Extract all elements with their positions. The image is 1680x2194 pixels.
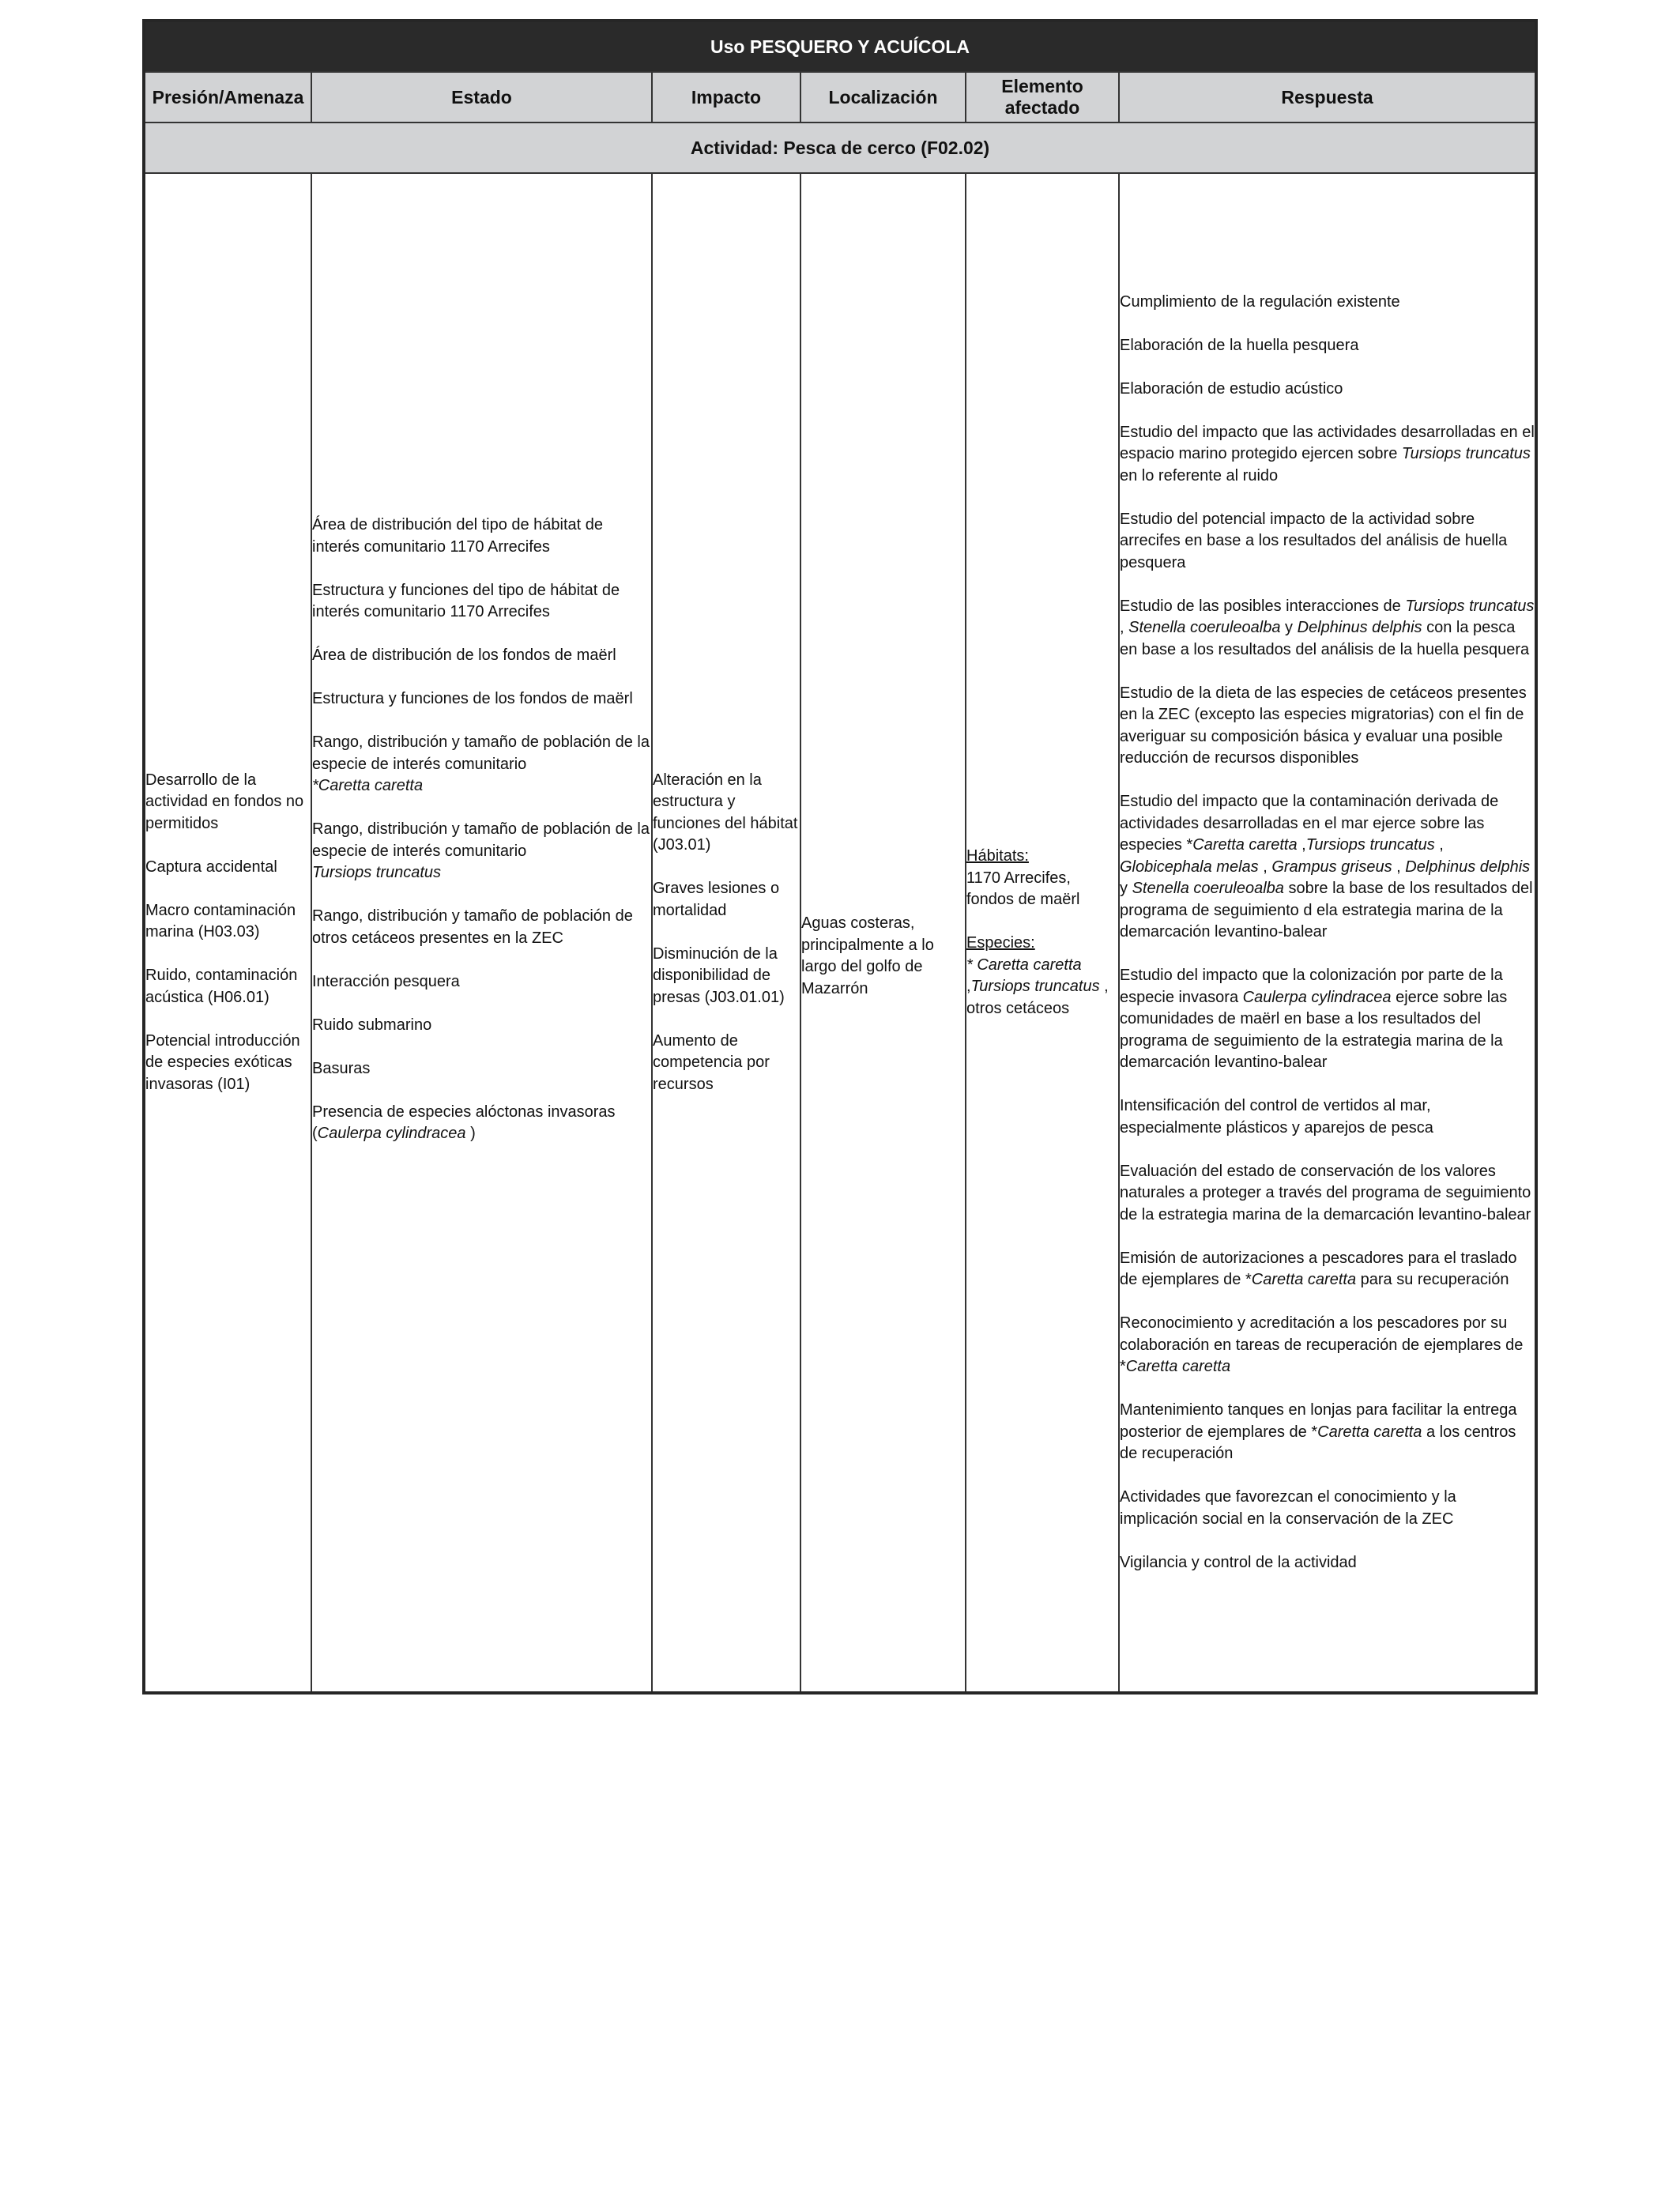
- presion-item: Ruido, contaminación acústica (H06.01): [145, 967, 298, 1006]
- table-title: Uso PESQUERO Y ACUÍCOLA: [144, 21, 1536, 72]
- species-name: Stenella coeruleoalba: [1132, 880, 1284, 898]
- estado-text: ): [465, 1125, 476, 1143]
- species-name: Tursiops truncatus: [1401, 445, 1531, 463]
- respuesta-text: Estudio del impacto que las actividades desarrolladas en el espacio marino protegido ejercen sobre: [1120, 423, 1535, 463]
- respuesta-item: Elaboración de estudio acústico: [1120, 379, 1343, 398]
- respuesta-text: en lo referente al ruido: [1120, 466, 1279, 484]
- estado-item: [312, 732, 651, 797]
- species-name: Tursiops truncatus: [312, 864, 442, 882]
- respuesta-text: y: [1120, 880, 1132, 898]
- activity-title: Actividad: Pesca de cerco (F02.02): [144, 123, 1536, 173]
- respuesta-item: [1120, 1313, 1535, 1378]
- respuesta-text: ,: [1120, 619, 1129, 637]
- species-name: Grampus griseus: [1271, 858, 1392, 876]
- estado-item: [312, 819, 651, 884]
- species-name: Delphinus delphis: [1297, 619, 1422, 637]
- species-name: Caretta caretta: [1192, 836, 1298, 854]
- species-name: * Caretta caretta: [966, 956, 1082, 974]
- pesquero-table: [142, 19, 1538, 1695]
- respuesta-text: sobre la base de los resultados del programa de seguimiento d ela estrategia marina de la demarcación levantino-balear: [1120, 880, 1533, 941]
- species-name: Tursiops truncatus: [1405, 597, 1535, 615]
- species-name: Caulerpa cylindracea: [317, 1125, 466, 1143]
- impacto-item: Graves lesiones o mortalidad: [653, 880, 780, 919]
- header-respuesta: Respuesta: [1119, 72, 1536, 123]
- estado-cell: [311, 173, 652, 1693]
- respuesta-text: con la pesca en base a los resultados del análisis de la huella pesquera: [1120, 619, 1530, 658]
- respuesta-text: y: [1280, 619, 1298, 637]
- impacto-item: Disminución de la disponibilidad de presas (J03.01.01): [653, 944, 785, 1006]
- respuesta-text: Mantenimiento tanques en lonjas para facilitar la entrega posterior de ejemplares de *: [1120, 1401, 1517, 1441]
- species-name: Stenella coeruleoalba: [1128, 619, 1281, 637]
- header-estado: Estado: [311, 72, 652, 123]
- estado-item: Rango, distribución y tamaño de población de otros cetáceos presentes en la ZEC: [312, 907, 633, 947]
- species-name: Delphinus delphis: [1405, 858, 1531, 876]
- presion-item: Desarrollo de la actividad en fondos no permitidos: [145, 771, 304, 832]
- respuesta-text: ejerce sobre las comunidades de maërl en base a los resultados del programa de seguimiento de la estrategia marina de la demarcación levantino-balear: [1120, 988, 1508, 1072]
- estado-item: Basuras: [312, 1059, 371, 1077]
- species-name: *Caretta caretta: [312, 777, 424, 795]
- separator: ,: [966, 978, 971, 995]
- species-name: Caretta caretta: [1251, 1271, 1357, 1289]
- respuesta-item: [1120, 965, 1535, 1074]
- respuesta-text: ,: [1392, 858, 1406, 876]
- respuesta-text: ,: [1434, 836, 1444, 854]
- estado-item: Área de distribución de los fondos de maërl: [312, 647, 616, 665]
- species-name: Tursiops truncatus: [970, 978, 1100, 995]
- species-name: Caretta caretta: [1125, 1358, 1231, 1376]
- species-name: Caulerpa cylindracea: [1242, 988, 1392, 1006]
- respuesta-item: Vigilancia y control de la actividad: [1120, 1553, 1357, 1571]
- estado-text: Rango, distribución y tamaño de población de la especie de interés comunitario: [312, 733, 650, 773]
- header-impacto: Impacto: [652, 72, 800, 123]
- respuesta-text: ,: [1258, 858, 1272, 876]
- impacto-item: Alteración en la estructura y funciones del hábitat (J03.01): [653, 771, 798, 854]
- respuesta-item: Cumplimiento de la regulación existente: [1120, 292, 1400, 311]
- respuesta-item: [1120, 791, 1535, 944]
- respuesta-text: para su recuperación: [1356, 1271, 1509, 1289]
- habitats-text: 1170 Arrecifes, fondos de maërl: [966, 869, 1080, 908]
- respuesta-item: Estudio de la dieta de las especies de cetáceos presentes en la ZEC (excepto las especies migratorias) con el fin de averiguar su composición básica y evaluar una posible reducción de recursos disponibles: [1120, 684, 1527, 767]
- header-presion: Presión/Amenaza: [144, 72, 311, 123]
- especies-text: [966, 955, 1118, 1020]
- species-name: Caretta caretta: [1317, 1423, 1422, 1441]
- estado-text: Presencia de especies alóctonas invasoras (: [312, 1103, 616, 1143]
- estado-item: Interacción pesquera: [312, 972, 460, 990]
- respuesta-text: ,: [1297, 836, 1306, 854]
- respuesta-item: Intensificación del control de vertidos al mar, especialmente plásticos y aparejos de pesca: [1120, 1097, 1433, 1137]
- presion-item: Macro contaminación marina (H03.03): [145, 901, 296, 941]
- estado-item: [312, 1102, 651, 1145]
- respuesta-item: [1120, 596, 1535, 662]
- respuesta-item: Actividades que favorezcan el conocimiento y la implicación social en la conservación de la ZEC: [1120, 1488, 1456, 1528]
- respuesta-text: Estudio de las posibles interacciones de: [1120, 597, 1406, 615]
- estado-item: Estructura y funciones del tipo de hábitat de interés comunitario 1170 Arrecifes: [312, 581, 620, 621]
- habitats-label: Hábitats:: [966, 847, 1029, 865]
- especies-rest: , otros cetáceos: [966, 978, 1109, 1017]
- estado-item: Ruido submarino: [312, 1016, 432, 1034]
- respuesta-cell: [1119, 173, 1536, 1693]
- respuesta-item: Estudio del potencial impacto de la actividad sobre arrecifes en base a los resultados del análisis de huella pesquera: [1120, 510, 1508, 571]
- respuesta-item: Evaluación del estado de conservación de los valores naturales a proteger a través del programa de seguimiento de la estrategia marina de la demarcación levantino-balear: [1120, 1162, 1531, 1223]
- respuesta-text: a los centros de recuperación: [1120, 1423, 1516, 1463]
- presion-item: Captura accidental: [145, 858, 277, 876]
- respuesta-text: Estudio del impacto que la colonización por parte de la especie invasora: [1120, 967, 1503, 1006]
- respuesta-text: Reconocimiento y acreditación a los pescadores por su colaboración en tareas de recuperación de ejemplares de *: [1120, 1314, 1524, 1376]
- respuesta-item: [1120, 422, 1535, 488]
- estado-item: Estructura y funciones de los fondos de maërl: [312, 690, 633, 708]
- estado-item: Área de distribución del tipo de hábitat de interés comunitario 1170 Arrecifes: [312, 516, 604, 556]
- respuesta-text: Estudio del impacto que la contaminación derivada de actividades desarrolladas en el mar ejerce sobre las especies *: [1120, 793, 1499, 854]
- respuesta-text: Emisión de autorizaciones a pescadores para el traslado de ejemplares de *: [1120, 1249, 1517, 1289]
- species-name: Globicephala melas: [1120, 858, 1259, 876]
- respuesta-item: Elaboración de la huella pesquera: [1120, 336, 1359, 354]
- localizacion-cell: [800, 173, 966, 1693]
- impacto-item: Aumento de competencia por recursos: [653, 1031, 770, 1093]
- respuesta-item: [1120, 1248, 1535, 1291]
- presion-item: Potencial introducción de especies exóticas invasoras (I01): [145, 1031, 300, 1093]
- localizacion-text: Aguas costeras, principalmente a lo largo del golfo de Mazarrón: [801, 914, 934, 997]
- presion-cell: [144, 173, 311, 1693]
- estado-text: Rango, distribución y tamaño de población de la especie de interés comunitario: [312, 820, 650, 860]
- elemento-cell: [966, 173, 1119, 1693]
- header-localizacion: Localización: [800, 72, 966, 123]
- especies-label: Especies:: [966, 934, 1035, 952]
- species-name: Tursiops truncatus: [1305, 836, 1435, 854]
- header-elemento: Elemento afectado: [966, 72, 1119, 123]
- respuesta-item: [1120, 1400, 1535, 1465]
- impacto-cell: [652, 173, 800, 1693]
